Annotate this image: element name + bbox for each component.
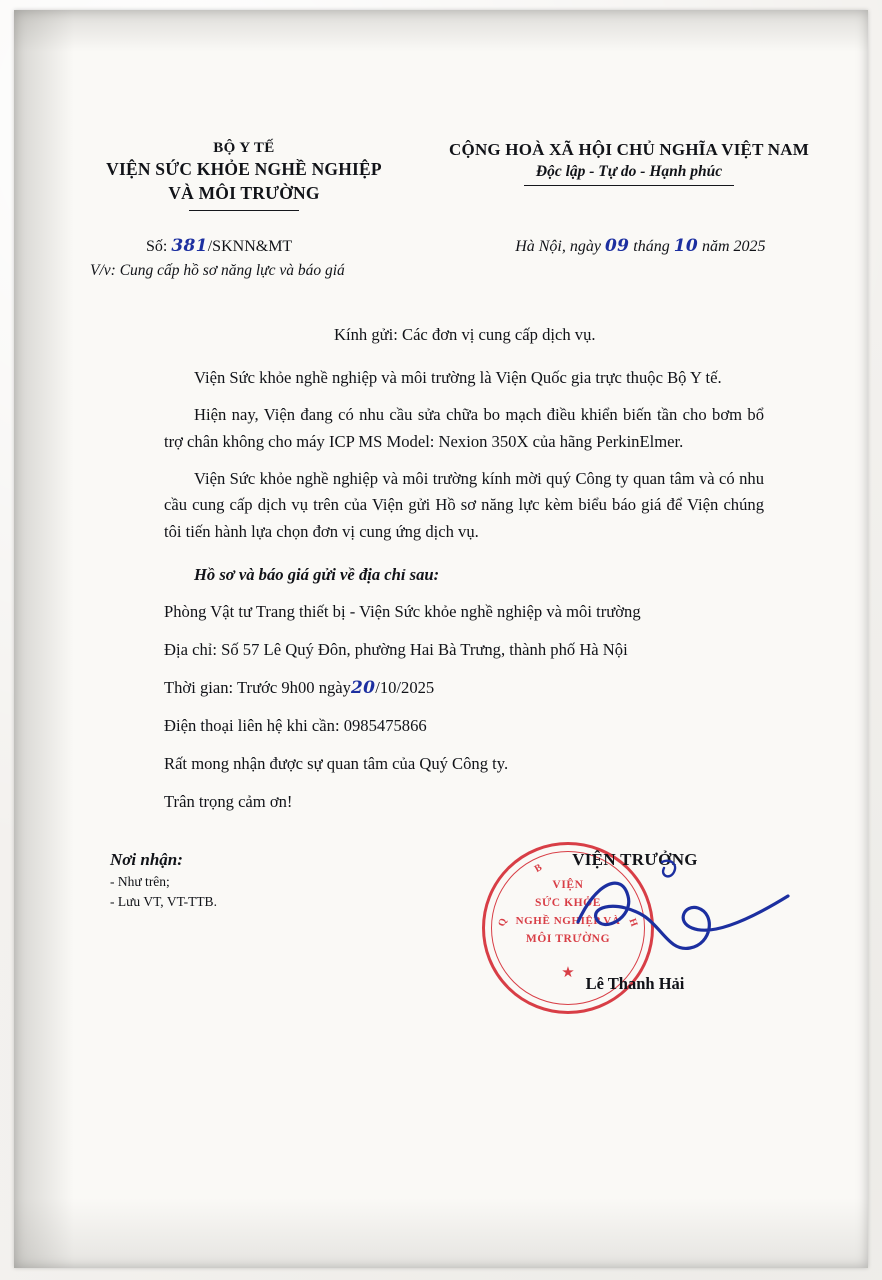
dateline-day-handwritten: 09 [604, 236, 630, 256]
reference-row [84, 236, 824, 280]
document-paper [14, 10, 868, 1268]
recipient-item: - Lưu VT, VT-TTB. [110, 894, 217, 909]
document-footer [110, 850, 800, 994]
dateline-month-label: tháng [633, 238, 670, 255]
dateline-year: năm 2025 [701, 238, 766, 255]
issuing-organization [84, 140, 404, 211]
document-number-line [146, 236, 457, 256]
salutation: Kính gửi: Các đơn vị cung cấp dịch vụ. [334, 325, 596, 344]
stamp-line-2: SỨC KHỎE [534, 897, 602, 909]
address-heading: Hồ sơ và báo giá gửi về địa chỉ sau: [194, 565, 440, 585]
recipients-block [110, 850, 430, 994]
so-suffix: /SKNN&MT [207, 238, 293, 255]
recipient-item: - Như trên; [110, 874, 170, 889]
country-name: CỘNG HOÀ XÃ HỘI CHỦ NGHĨA VIỆT NAM [449, 140, 809, 159]
header-divider-right [524, 185, 734, 186]
closing-line-1: Rất mong nhận được sự quan tâm của Quý Công ty. [164, 754, 509, 774]
stamp-line-1: VIỆN [552, 879, 584, 891]
so-label: Số: [146, 238, 168, 255]
deadline-day-handwritten: 20 [350, 677, 376, 698]
body-paragraph-1: Viện Sức khỏe nghề nghiệp và môi trường là Viện Quốc gia trực thuộc Bộ Y tế. [194, 367, 722, 387]
signer-name: Lê Thanh Hải [585, 974, 685, 993]
document-subject: V/v: Cung cấp hồ sơ năng lực và báo giá [90, 262, 345, 279]
deadline-prefix: Thời gian: Trước 9h00 ngày [164, 677, 351, 697]
address-street: Địa chỉ: Số 57 Lê Quý Đôn, phường Hai Bà Trưng, thành phố Hà Nội [164, 639, 628, 659]
document-content [14, 10, 868, 1268]
recipients-title: Nơi nhận: [110, 850, 183, 869]
document-header [84, 140, 824, 211]
body-paragraph-2: Hiện nay, Viện đang có nhu cầu sửa chữa bo mạch điều khiển biến tần cho bơm bổ trợ chân không cho máy ICP MS Model: Nexion 350X của hãng PerkinElmer. [164, 404, 764, 451]
deadline-suffix: /10/2025 [375, 677, 435, 697]
document-number-block [84, 236, 457, 280]
ministry-name: BỘ Y TẾ [213, 140, 275, 156]
address-department: Phòng Vật tư Trang thiết bị - Viện Sức khỏe nghề nghiệp và môi trường [164, 602, 641, 621]
body-paragraph-3: Viện Sức khỏe nghề nghiệp và môi trường kính mời quý Công ty quan tâm và có nhu cầu cung cấp dịch vụ trên của Viện gửi Hồ sơ năng lực kèm biểu báo giá để Viện chúng tôi tiến hành lựa chọn đơn vị cung ứng dịch vụ. [164, 468, 764, 542]
header-divider-left [189, 210, 299, 212]
contact-phone: Điện thoại liên hệ khi cần: 0985475866 [164, 716, 427, 736]
stamp-side-left: Q [496, 916, 510, 929]
national-heading [434, 140, 824, 211]
national-motto: Độc lập - Tự do - Hạnh phúc [535, 163, 723, 180]
stamp-line-3: NGHỀ NGHIỆP VÀ [515, 915, 621, 927]
dateline-prefix: Hà Nội, ngày [515, 238, 601, 255]
closing-line-2: Trân trọng cảm ơn! [164, 792, 293, 812]
stamp-side-top: B [532, 862, 544, 875]
dateline [457, 236, 824, 280]
institute-name-line1: VIỆN SỨC KHỎE NGHỀ NGHIỆP [106, 159, 382, 179]
stamp-line-4: MÔI TRƯỜNG [525, 933, 611, 945]
stamp-side-right: H [626, 916, 640, 929]
dateline-month-handwritten: 10 [673, 236, 698, 256]
institute-name-line2: VÀ MÔI TRƯỜNG [168, 182, 320, 203]
deadline-line [164, 675, 764, 703]
signature-block [470, 850, 800, 994]
document-body [164, 322, 764, 827]
signer-title: VIỆN TRƯỞNG [572, 850, 698, 869]
so-number-handwritten: 381 [171, 236, 208, 256]
stamp-star-icon: ★ [561, 965, 575, 981]
